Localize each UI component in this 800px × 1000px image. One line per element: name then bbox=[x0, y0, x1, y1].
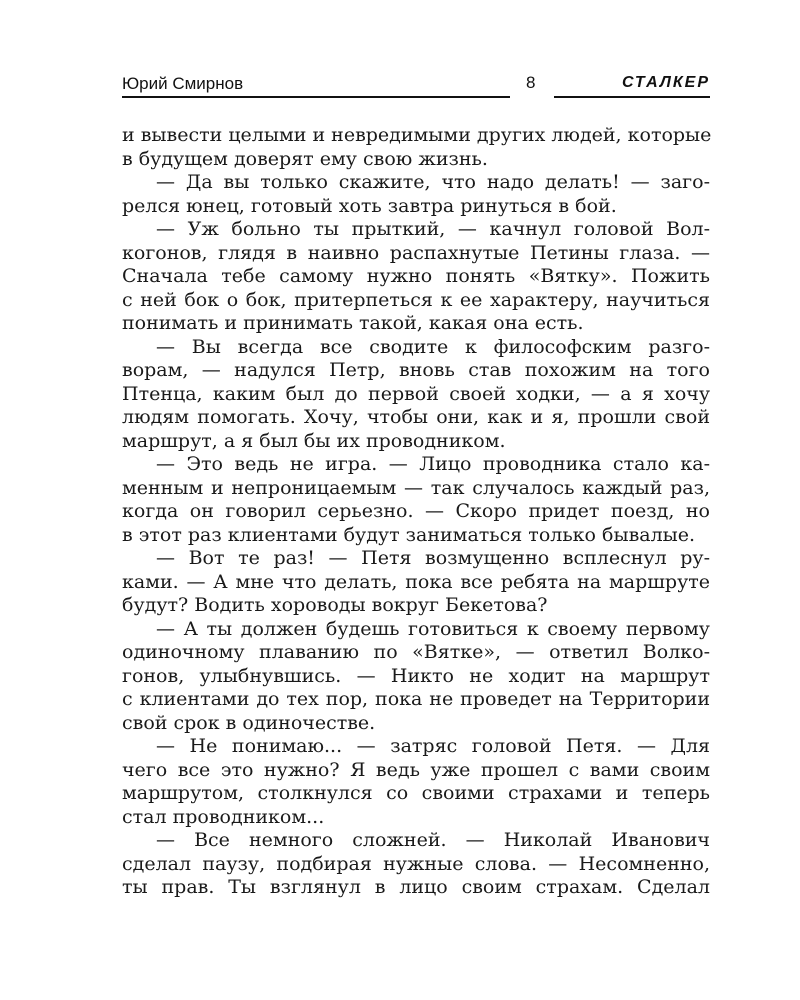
text-line: с ней бок о бок, притерпеться к ее характеру, научиться bbox=[122, 288, 710, 311]
text-line: — Все немного сложней. — Николай Иванович bbox=[156, 829, 710, 851]
text-line: релся юнец, готовый хоть завтра ринуться в бой. bbox=[122, 194, 617, 217]
text-line: чего все это нужно? Я ведь уже прошел с вами своим bbox=[122, 758, 710, 781]
page-number: 8 bbox=[526, 73, 536, 92]
header-rule-right bbox=[554, 96, 710, 98]
text-line: когда он говорил серьезно. — Скоро придет поезд, но bbox=[122, 500, 710, 522]
text-line: — Да вы только скажите, что надо делать! — заго- bbox=[156, 171, 710, 193]
text-line: когонов, глядя в наивно распахнутые Петины глаза. — bbox=[122, 241, 710, 264]
text-line: свой срок в одиночестве. bbox=[122, 711, 376, 734]
header-rule-left bbox=[122, 96, 510, 98]
text-line: — Уж больно ты прыткий, — качнул головой Вол- bbox=[156, 218, 710, 240]
text-line: гонов, улыбнувшись. — Никто не ходит на маршрут bbox=[122, 664, 710, 687]
text-line: людям помогать. Хочу, чтобы они, как и я, прошли свой bbox=[122, 406, 710, 428]
text-line: с клиентами до тех пор, пока не проведет на Территории bbox=[122, 688, 710, 710]
text-line: в будущем доверят ему свою жизнь. bbox=[122, 147, 488, 170]
text-line: — Не понимаю... — затряс головой Петя. — Для bbox=[156, 735, 710, 757]
running-header bbox=[122, 70, 710, 98]
text-line: стал проводником... bbox=[122, 805, 325, 828]
text-line: будут? Водить хороводы вокруг Бекетова? bbox=[122, 594, 548, 616]
body-text bbox=[122, 124, 710, 900]
text-line: и вывести целыми и невредимыми других людей, которые bbox=[122, 124, 712, 146]
text-line: в этот раз клиентами будут заниматься только бывалые. bbox=[122, 523, 696, 546]
text-line: сделал паузу, подбирая нужные слова. — Несомненно, bbox=[122, 852, 710, 875]
text-line: Сначала тебе самому нужно понять «Вятку». Пожить bbox=[122, 265, 710, 287]
text-line: понимать и принимать такой, какая она есть. bbox=[122, 312, 584, 334]
text-line: — Вы всегда все сводите к философским разго- bbox=[156, 335, 710, 358]
text-line: — А ты должен будешь готовиться к своему первому bbox=[156, 617, 710, 640]
author-name: Юрий Смирнов bbox=[122, 74, 244, 93]
text-line: — Вот те раз! — Петя возмущенно всплеснул ру- bbox=[156, 547, 710, 569]
text-line: ворам, — надулся Петр, вновь став похожим на того bbox=[122, 359, 710, 381]
text-line: ками. — А мне что делать, пока все ребята на маршруте bbox=[122, 570, 710, 593]
text-line: ты прав. Ты взглянул в лицо своим страхам. Сделал bbox=[122, 876, 710, 898]
text-line: маршрутом, столкнулся со своими страхами и теперь bbox=[122, 782, 710, 804]
text-line: маршрут, а я был бы их проводником. bbox=[122, 429, 506, 452]
text-line: менным и непроницаемым — так случалось каждый раз, bbox=[122, 476, 710, 499]
text-line: одиночному плаванию по «Вятке», — ответил Волко- bbox=[122, 641, 710, 663]
text-line: — Это ведь не игра. — Лицо проводника стало ка- bbox=[156, 453, 710, 475]
series-title: СТАЛКЕР bbox=[621, 74, 710, 91]
text-line: Птенца, каким был до первой своей ходки, — а я хочу bbox=[122, 382, 710, 405]
